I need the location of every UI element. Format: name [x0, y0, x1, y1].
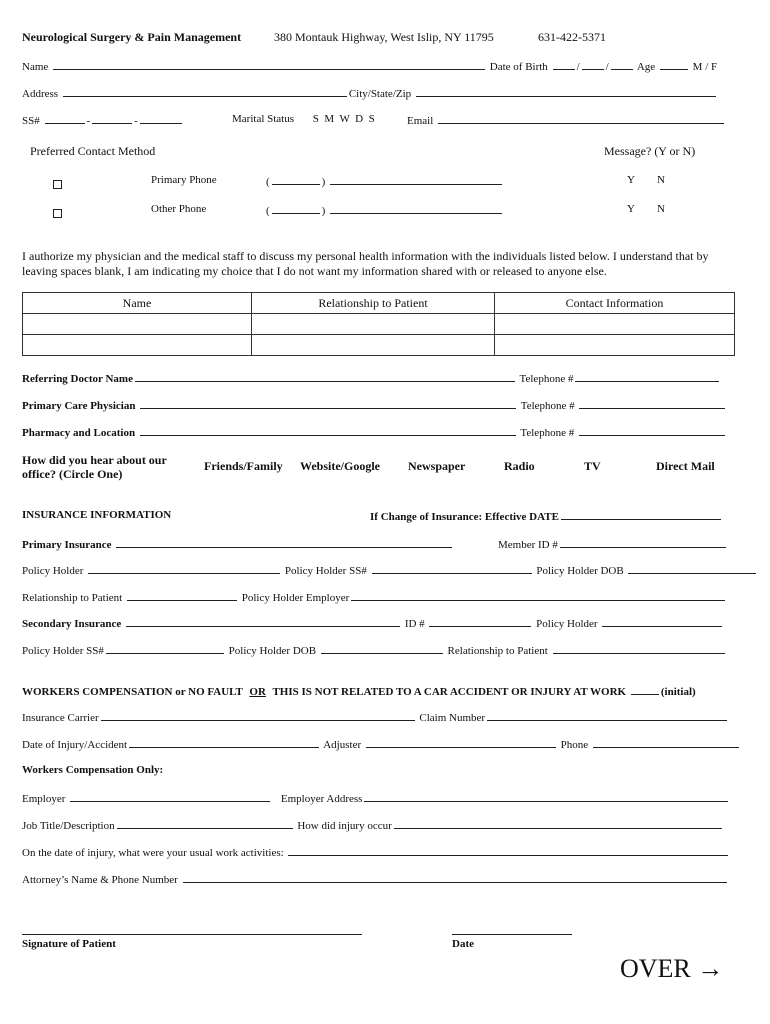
- workers-heading-or: OR: [249, 686, 266, 698]
- job-label: Job Title/Description: [22, 820, 115, 832]
- primary-phone-yes[interactable]: Y: [627, 174, 635, 186]
- policy-holder-label: Policy Holder: [22, 565, 84, 577]
- employer-label: Employer: [22, 793, 66, 805]
- policy-holder-employer-label: Policy Holder Employer: [241, 592, 350, 604]
- policy-holder-ss-field[interactable]: [372, 563, 532, 574]
- attorney-label: Attorney’s Name & Phone Number: [22, 874, 178, 886]
- ssn-label: SS#: [22, 115, 40, 127]
- age-field[interactable]: [660, 59, 688, 70]
- date-label: Date: [452, 938, 474, 950]
- secondary-holder-row: [22, 643, 727, 657]
- pharmacy-field[interactable]: [140, 425, 516, 436]
- table-cell[interactable]: [495, 335, 735, 356]
- employer-address-field[interactable]: [364, 791, 728, 802]
- ssn-part3-field[interactable]: [140, 113, 182, 124]
- column-contact: Contact Information: [495, 293, 735, 314]
- name-field[interactable]: [53, 59, 485, 70]
- date-line[interactable]: [452, 934, 572, 935]
- member-id-label: Member ID #: [498, 539, 558, 551]
- workers-heading-b: THIS IS NOT RELATED TO A CAR ACCIDENT OR INJURY AT WORK: [272, 686, 627, 698]
- secondary-holder-ss-label: Policy Holder SS#: [22, 645, 104, 657]
- practice-address: 380 Montauk Highway, West Islip, NY 11795: [274, 30, 494, 44]
- pharmacy-row: [22, 425, 727, 439]
- signature-label: Signature of Patient: [22, 938, 116, 950]
- effective-date-field[interactable]: [561, 509, 721, 520]
- pcp-row: [22, 398, 727, 412]
- policy-holder-row: [22, 563, 758, 577]
- primary-insurance-field[interactable]: [116, 537, 452, 548]
- hear-option-radio[interactable]: Radio: [504, 459, 535, 473]
- attorney-field[interactable]: [183, 872, 727, 883]
- ssn-part1-field[interactable]: [45, 113, 85, 124]
- primary-phone-no[interactable]: N: [657, 174, 665, 186]
- member-id-field[interactable]: [560, 537, 726, 548]
- address-label: Address: [22, 88, 59, 100]
- workers-heading-a: WORKERS COMPENSATION or NO FAULT: [22, 686, 243, 698]
- adjuster-phone-field[interactable]: [593, 737, 739, 748]
- claim-field[interactable]: [487, 710, 727, 721]
- name-label: Name: [22, 61, 49, 73]
- other-phone-yes[interactable]: Y: [627, 203, 635, 215]
- policy-holder-employer-field[interactable]: [351, 590, 725, 601]
- job-row: [22, 818, 724, 832]
- hear-about-label: How did you hear about our office? (Circle One): [22, 453, 167, 481]
- city-label: City/State/Zip: [348, 88, 412, 100]
- secondary-id-label: ID #: [404, 618, 425, 630]
- other-phone-no[interactable]: N: [657, 203, 665, 215]
- dob-month-field[interactable]: [553, 59, 575, 70]
- table-cell[interactable]: [252, 335, 495, 356]
- contact-title: Preferred Contact Method: [30, 144, 156, 158]
- pharmacy-telephone-label: Telephone #: [520, 427, 575, 439]
- referring-telephone-field[interactable]: [575, 371, 719, 382]
- marital-row: [232, 113, 375, 125]
- referring-field[interactable]: [135, 371, 515, 382]
- secondary-holder-ss-field[interactable]: [106, 643, 224, 654]
- table-cell[interactable]: [252, 314, 495, 335]
- authorization-text: I authorize my physician and the medical staff to discuss my personal health information with the individuals listed below. I understand that by leaving spaces blank, I am indicating my choice that I do not want my information shared with or released to anyone else.: [22, 249, 709, 278]
- workers-only-label: Workers Compensation Only:: [22, 764, 164, 776]
- policy-holder-dob-field[interactable]: [628, 563, 756, 574]
- table-cell[interactable]: [23, 314, 252, 335]
- policy-holder-field[interactable]: [88, 563, 280, 574]
- primary-phone-label: Primary Phone: [151, 174, 217, 186]
- secondary-insurance-label: Secondary Insurance: [22, 618, 122, 630]
- email-row: [407, 113, 726, 127]
- employer-address-label: Employer Address: [280, 793, 363, 805]
- practice-phone: 631-422-5371: [538, 30, 606, 44]
- column-name: Name: [23, 293, 252, 314]
- email-label: Email: [407, 115, 434, 127]
- policy-holder-ss-label: Policy Holder SS#: [284, 565, 367, 577]
- secondary-insurance-row: [22, 616, 724, 630]
- table-cell[interactable]: [23, 335, 252, 356]
- ssn-row: SS# - -: [22, 113, 184, 127]
- pcp-field[interactable]: [140, 398, 516, 409]
- referring-label: Referring Doctor Name: [22, 373, 133, 385]
- adjuster-label: Adjuster: [323, 739, 362, 751]
- primary-phone-field[interactable]: ( ): [266, 174, 504, 188]
- initial-label: (initial): [660, 686, 696, 698]
- table-row: [23, 335, 735, 356]
- job-field[interactable]: [117, 818, 293, 829]
- pcp-telephone-field[interactable]: [579, 398, 725, 409]
- table-row: [23, 314, 735, 335]
- hear-option-website[interactable]: Website/Google: [300, 459, 380, 473]
- relationship-label: Relationship to Patient: [22, 592, 123, 604]
- secondary-policy-holder-field[interactable]: [602, 616, 722, 627]
- secondary-holder-dob-label: Policy Holder DOB: [228, 645, 317, 657]
- adjuster-phone-label: Phone: [560, 739, 589, 751]
- hear-option-friends[interactable]: Friends/Family: [204, 459, 283, 473]
- employer-field[interactable]: [70, 791, 270, 802]
- hear-option-direct-mail[interactable]: Direct Mail: [656, 459, 715, 473]
- dob-year-field[interactable]: [611, 59, 633, 70]
- column-relationship: Relationship to Patient: [252, 293, 495, 314]
- hear-option-tv[interactable]: TV: [584, 459, 601, 473]
- sex-options[interactable]: M / F: [692, 61, 718, 73]
- practice-name: Neurological Surgery & Pain Management: [22, 30, 242, 44]
- hear-option-newspaper[interactable]: Newspaper: [408, 459, 466, 473]
- other-phone-label: Other Phone: [151, 203, 207, 215]
- primary-phone-checkbox[interactable]: [53, 176, 62, 194]
- relationship-field[interactable]: [127, 590, 237, 601]
- pharmacy-telephone-field[interactable]: [579, 425, 725, 436]
- carrier-row: [22, 710, 729, 724]
- policy-holder-dob-label: Policy Holder DOB: [536, 565, 624, 577]
- adjuster-field[interactable]: [366, 737, 556, 748]
- table-header-row: [23, 293, 735, 314]
- ssn-part2-field[interactable]: [92, 113, 132, 124]
- table-cell[interactable]: [495, 314, 735, 335]
- age-label: Age: [636, 61, 656, 73]
- secondary-holder-dob-field[interactable]: [321, 643, 443, 654]
- carrier-field[interactable]: [101, 710, 415, 721]
- secondary-relationship-field[interactable]: [553, 643, 725, 654]
- other-phone-checkbox[interactable]: [53, 205, 62, 223]
- signature-line[interactable]: [22, 934, 362, 935]
- initial-field[interactable]: [631, 684, 659, 695]
- marital-label: Marital Status: [232, 113, 295, 125]
- primary-insurance-label: Primary Insurance: [22, 539, 112, 551]
- address-field[interactable]: [63, 86, 347, 97]
- workers-heading: [22, 684, 696, 698]
- pcp-label: Primary Care Physician: [22, 400, 136, 412]
- activities-label: On the date of injury, what were your usual work activities:: [22, 847, 284, 859]
- name-row: Name Date of Birth / / Age M / F: [22, 61, 718, 73]
- carrier-label: Insurance Carrier: [22, 712, 99, 724]
- over-label: OVER →: [620, 954, 724, 983]
- pharmacy-label: Pharmacy and Location: [22, 427, 136, 439]
- member-id-row: [498, 537, 728, 551]
- employer-row: [22, 791, 730, 805]
- how-field[interactable]: [394, 818, 722, 829]
- message-label: Message? (Y or N): [604, 144, 696, 158]
- authorized-persons-table: [22, 292, 735, 356]
- marital-options[interactable]: S M W D S: [312, 113, 375, 125]
- activities-field[interactable]: [288, 845, 728, 856]
- city-field[interactable]: [416, 86, 716, 97]
- dob-label: Date of Birth: [489, 61, 548, 73]
- pcp-telephone-label: Telephone #: [520, 400, 575, 412]
- referring-telephone-label: Telephone #: [519, 373, 574, 385]
- address-row: [22, 86, 718, 100]
- email-field[interactable]: [438, 113, 724, 124]
- secondary-insurance-field[interactable]: [126, 616, 400, 627]
- change-insurance-row: [370, 509, 723, 523]
- secondary-policy-holder-label: Policy Holder: [536, 618, 598, 630]
- other-phone-field[interactable]: ( ): [266, 203, 504, 217]
- injury-date-row: [22, 737, 741, 751]
- referring-row: [22, 371, 721, 385]
- change-insurance-label: If Change of Insurance: Effective DATE: [370, 511, 559, 523]
- secondary-id-field[interactable]: [429, 616, 531, 627]
- claim-label: Claim Number: [419, 712, 486, 724]
- doi-field[interactable]: [129, 737, 319, 748]
- how-label: How did injury occur: [297, 820, 392, 832]
- insurance-title: INSURANCE INFORMATION: [22, 509, 172, 521]
- primary-insurance-row: [22, 537, 454, 551]
- attorney-row: [22, 872, 729, 886]
- secondary-relationship-label: Relationship to Patient: [447, 645, 548, 657]
- relationship-row: [22, 590, 727, 604]
- dob-day-field[interactable]: [582, 59, 604, 70]
- doi-label: Date of Injury/Accident: [22, 739, 128, 751]
- activities-row: [22, 845, 730, 859]
